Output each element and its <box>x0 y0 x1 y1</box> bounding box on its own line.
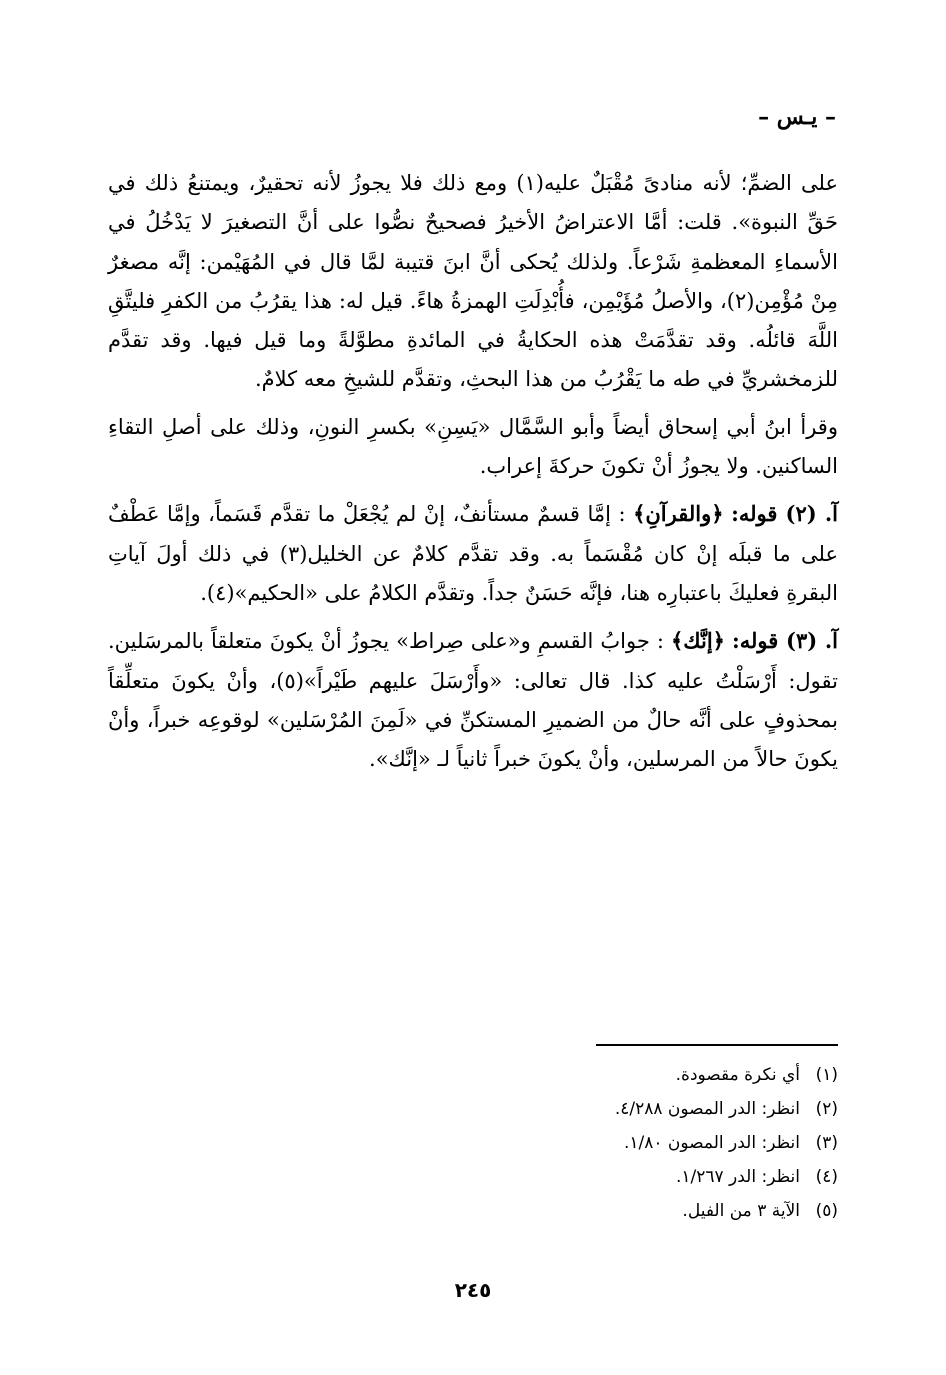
section-text: : جوابُ القسمِ و«على صِراط» يجوزُ أنْ يكونَ متعلقاً بالمرسَلين. تقول: أَرْسَلْتُ عليه كذا. قال تعالى: «وأَرْسَلَ عليهم طَيْراً»(٥)، وأنْ يكونَ متعلِّقاً بمحذوفٍ على أنَّه حالٌ من الضميرِ المستكنِّ في «لَمِنَ المُرْسَلين» لوقوعِه خبراً، وأنْ يكونَ حالاً من المرسلين، وأنْ يكونَ خبراً ثانياً لـ «إنَّك». <box>108 629 838 772</box>
paragraph-1: على الضمِّ؛ لأنه منادىً مُقْبَلٌ عليه(١) ومع ذلك فلا يجوزُ لأنه تحقيرٌ، ويمتنعُ ذلك في حَقِّ النبوة». قلت: أمَّا الاعتراضُ الأخيرُ فصحيحٌ نصُّوا على أنَّ التصغيرَ لا يَدْخُلُ في الأسماءِ المعظمةِ شَرْعاً. ولذلك يُحكى أنَّ ابنَ قتيبة لمَّا قال في المُهَيْمن: إنَّه مصغرٌ مِنْ مُؤْمِن(٢)، والأصلُ مُؤَيْمِن، فأُبْدِلَتِ الهمزةُ هاءً. قيل له: هذا يقرُبُ من الكفرِ فليتَّقِ اللَّهَ قائلُه. وقد تقدَّمَتْ هذه الحكايةُ في المائدةِ مطوَّلةً وما قيل فيها. وقد تقدَّم للزمخشريِّ في طه ما يَقْرُبُ من هذا البحثِ، وتقدَّم للشيخِ معه كلامٌ. <box>108 171 838 392</box>
footnote-text: انظر: الدر المصون ١/٨٠. <box>623 1133 800 1153</box>
footnote <box>300 1058 838 1092</box>
section-label: آ. (٢) قوله: <box>731 501 838 527</box>
footnote-text: الآية ٣ من الفيل. <box>682 1201 800 1221</box>
footnote-number: (٤) <box>815 1167 838 1187</box>
footnote <box>300 1092 838 1126</box>
footnote <box>300 1160 838 1194</box>
section-text: : إمَّا قسمٌ مستأنفٌ، إنْ لم يُجْعَلْ ما تقدَّم قَسَماً، وإمَّا عَطْفٌ على ما قبلَه إنْ كان مُقْسَماً به. وقد تقدَّم كلامٌ عن الخليل(٣) في ذلك أولَ آياتِ البقرةِ فعليكَ باعتبارِه هنا، فإنَّه حَسَنٌ جداً. وتقدَّم الكلامُ على «الحكيم»(٤). <box>108 502 838 605</box>
footnote-divider <box>596 1044 838 1046</box>
quranic-verse: ﴿إنَّك﴾ <box>670 628 725 654</box>
footnote-text: أي نكرة مقصودة. <box>675 1065 800 1085</box>
section-verse-2 <box>108 494 838 613</box>
page-number: ٢٤٥ <box>454 1278 492 1302</box>
footnote-text: انظر: الدر ١/٢٦٧. <box>675 1167 800 1187</box>
footnote <box>300 1194 838 1228</box>
footnote <box>300 1126 838 1160</box>
section-label: آ. (٣) قوله: <box>732 628 838 654</box>
quranic-verse: ﴿والقرآنِ﴾ <box>633 501 724 527</box>
running-head: – يـس – <box>758 104 836 130</box>
footnote-number: (٢) <box>815 1099 838 1119</box>
footnote-number: (٥) <box>815 1201 838 1221</box>
section-verse-3 <box>108 621 838 779</box>
footnote-number: (١) <box>815 1065 838 1085</box>
footnote-number: (٣) <box>815 1133 838 1153</box>
main-text <box>108 164 838 787</box>
footnotes <box>300 1058 838 1228</box>
paragraph-2: وقرأ ابنُ أبي إسحاق أيضاً وأبو السَّمَّال «يَسِنِ» بكسرِ النونِ، وذلك على أصلِ التقاءِ الساكنين. ولا يجوزُ أنْ تكونَ حركةَ إعراب. <box>108 414 838 479</box>
footnote-text: انظر: الدر المصون ٤/٢٨٨. <box>614 1099 800 1119</box>
